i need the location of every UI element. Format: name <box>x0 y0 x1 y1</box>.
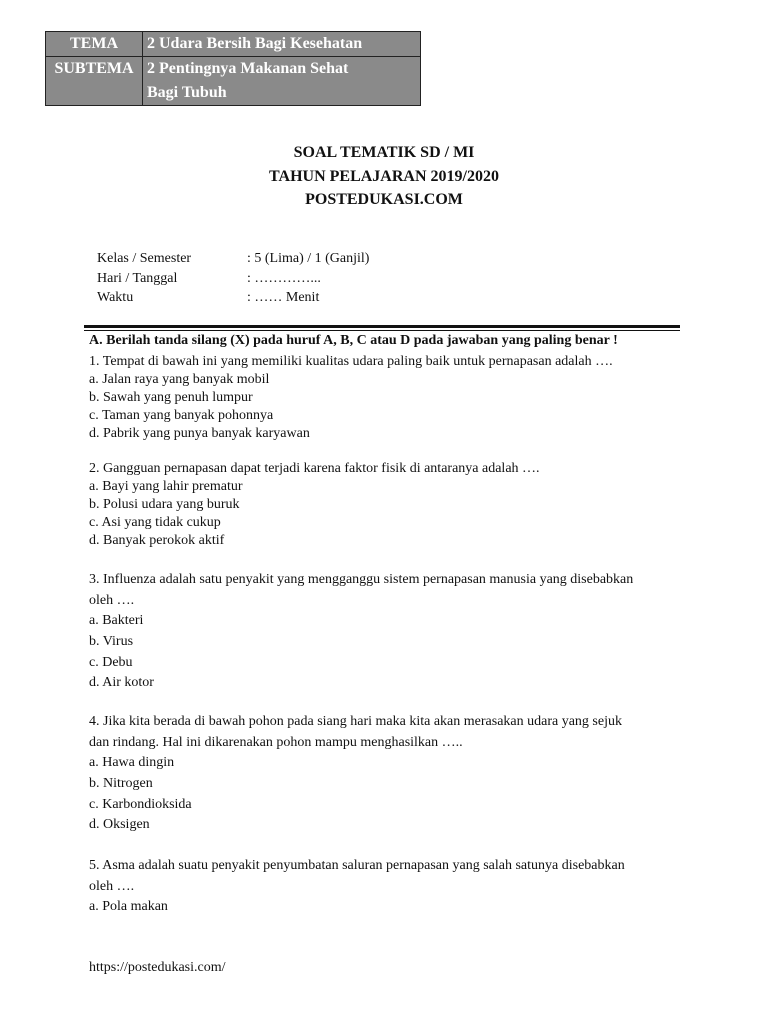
question-text: 2. Gangguan pernapasan dapat terjadi karena faktor fisik di antaranya adalah …. <box>89 461 540 476</box>
divider-thick <box>84 325 680 328</box>
kelas-value: : 5 (Lima) / 1 (Ganjil) <box>247 251 370 266</box>
option-a: a. Jalan raya yang banyak mobil <box>89 372 270 387</box>
meta-row-hari <box>97 269 369 289</box>
question-1 <box>89 353 689 443</box>
option-c: c. Debu <box>89 654 133 670</box>
option-a: a. Pola makan <box>89 899 168 914</box>
subtema-value <box>143 57 421 106</box>
option-a: a. Hawa dingin <box>89 755 175 770</box>
question-text: 1. Tempat di bawah ini yang memiliki kualitas udara paling baik untuk pernapasan adalah …. <box>89 354 613 369</box>
option-c: c. Asi yang tidak cukup <box>89 515 221 530</box>
question-text-line2: oleh …. <box>89 879 135 894</box>
subtema-value-line1: 2 Pentingnya Makanan Sehat <box>147 60 349 77</box>
question-text-line1: 3. Influenza adalah satu penyakit yang mengganggu sistem pernapasan manusia yang disebabkan <box>89 572 634 587</box>
header-table <box>45 31 421 106</box>
option-b: b. Polusi udara yang buruk <box>89 497 240 512</box>
hari-value: : …………... <box>247 270 321 286</box>
option-c: c. Karbondioksida <box>89 796 192 812</box>
question-3 <box>89 569 689 694</box>
title-line2: TAHUN PELAJARAN 2019/2020 <box>269 167 499 185</box>
divider-thin <box>84 330 680 331</box>
question-text-line1: 5. Asma adalah suatu penyakit penyumbatan saluran pernapasan yang salah satunya disebabkan <box>89 858 625 873</box>
tema-label: TEMA <box>46 32 143 57</box>
tema-value: 2 Udara Bersih Bagi Kesehatan <box>143 32 421 57</box>
meta-info <box>97 249 369 308</box>
title-line3: POSTEDUKASI.COM <box>305 191 463 208</box>
option-d: d. Banyak perokok aktif <box>89 533 225 548</box>
option-d: d. Pabrik yang punya banyak karyawan <box>89 426 310 441</box>
question-text-line1: 4. Jika kita berada di bawah pohon pada siang hari maka kita akan merasakan udara yang sejuk <box>89 714 622 729</box>
waktu-label: Waktu <box>97 290 134 305</box>
tema-row <box>46 32 421 57</box>
question-text-line2: dan rindang. Hal ini dikarenakan pohon mampu menghasilkan ….. <box>89 735 463 750</box>
meta-row-waktu <box>97 288 369 308</box>
title-line1: SOAL TEMATIK SD / MI <box>293 144 475 161</box>
question-2 <box>89 460 689 550</box>
option-a: a. Bakteri <box>89 613 144 628</box>
meta-row-kelas <box>97 249 369 269</box>
footer-url: https://postedukasi.com/ <box>89 960 226 975</box>
option-a: a. Bayi yang lahir prematur <box>89 479 243 494</box>
subtema-value-line2: Bagi Tubuh <box>147 84 227 101</box>
hari-label: Hari / Tanggal <box>97 270 178 286</box>
option-d: d. Air kotor <box>89 675 154 691</box>
instruction: A. Berilah tanda silang (X) pada huruf A, B, C atau D pada jawaban yang paling benar ! <box>89 333 618 348</box>
question-5 <box>89 855 689 918</box>
question-text-line2: oleh …. <box>89 593 135 608</box>
kelas-label: Kelas / Semester <box>97 251 192 266</box>
subtema-label: SUBTEMA <box>46 57 143 106</box>
option-b: b. Sawah yang penuh lumpur <box>89 390 253 405</box>
waktu-value: : …… Menit <box>247 290 320 305</box>
option-b: b. Nitrogen <box>89 775 153 791</box>
option-c: c. Taman yang banyak pohonnya <box>89 408 274 423</box>
option-d: d. Oksigen <box>89 817 150 833</box>
subtema-row <box>46 57 421 106</box>
document-title <box>0 141 768 212</box>
option-b: b. Virus <box>89 633 134 649</box>
question-4 <box>89 711 689 836</box>
